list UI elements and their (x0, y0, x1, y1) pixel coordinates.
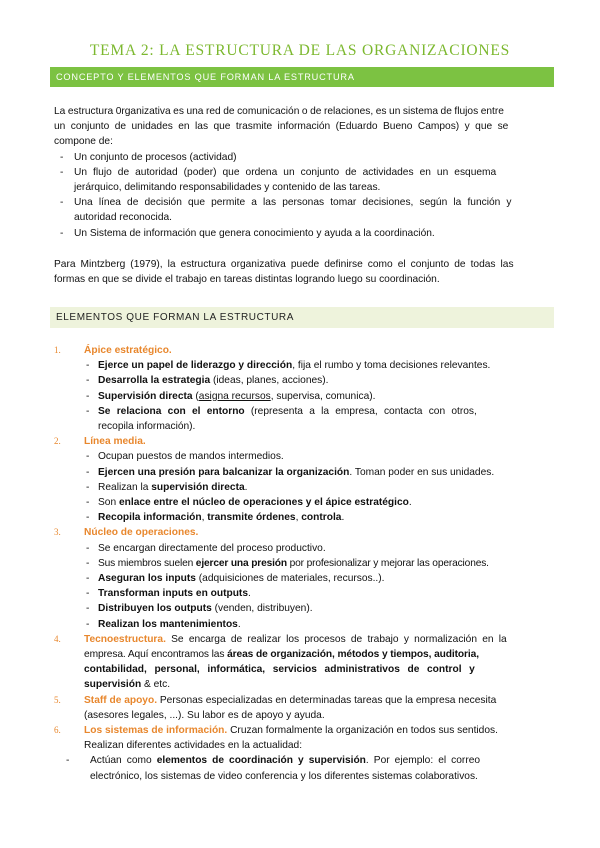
bold-text: enlace entre el núcleo de operaciones y el ápice estratégico (118, 497, 409, 509)
bold-text: Aseguran los inputs (98, 573, 196, 585)
text: . Por ejemplo: el correo (365, 755, 481, 767)
bold-text: Desarrolla la estrategia (98, 375, 211, 387)
text: por profesionalizar y mejorar las operaciones. (286, 557, 489, 569)
text: & etc. (141, 679, 171, 691)
bold-text: Distribuyen los outputs (98, 603, 212, 615)
element-title: Los sistemas de información. (84, 725, 228, 737)
mintzberg-paragraph (54, 257, 546, 287)
text: Se encarga de realizar los procesos de trabajo y normalización en la (165, 633, 507, 645)
intro-list-item (54, 165, 546, 195)
text: , (295, 512, 302, 524)
list-number: 1. (54, 345, 61, 355)
dash-bullet: - (60, 151, 64, 163)
text: Personas especializadas en determinadas tareas que la empresa necesita (157, 694, 497, 706)
sub-item (54, 556, 546, 571)
list-number: 6. (54, 725, 61, 736)
text: ( (192, 390, 199, 402)
text: Actúan como (90, 755, 157, 767)
dash-bullet: - (60, 166, 64, 178)
paragraph-line: formas en que se divide el trabajo en tareas distintas logrando luego su coordinación. (54, 274, 440, 286)
element-tecnoestructura (54, 632, 546, 693)
bold-text: controla (301, 512, 342, 524)
element-title: Tecnoestructura. (84, 633, 166, 645)
element-title: Núcleo de operaciones. (84, 527, 199, 539)
underlined-text: asigna recursos (198, 390, 271, 402)
text: Cruzan formalmente la organización en todos sus sentidos. (227, 725, 498, 737)
section-banner-elementos: ELEMENTOS QUE FORMAN LA ESTRUCTURA (50, 307, 554, 328)
dash-bullet: - (86, 588, 90, 600)
text: Ocupan puestos de mandos intermedios. (98, 451, 284, 463)
list-item-text: autoridad reconocida. (74, 212, 172, 224)
sub-item (54, 510, 546, 525)
sub-item (54, 586, 546, 601)
text: . (408, 497, 412, 509)
sub-item (54, 571, 546, 586)
element-nucleo-operaciones (54, 525, 546, 540)
element-title: Línea media. (84, 436, 146, 448)
list-number: 4. (54, 633, 61, 644)
intro-line: La estructura 0rganizativa es una red de comunicación o de relaciones, es un sistema de flujos entre (54, 106, 504, 117)
element-sistemas-informacion (54, 723, 546, 753)
list-number: 5. (54, 694, 61, 705)
intro-block (54, 104, 546, 241)
dash-bullet: - (86, 360, 90, 372)
bold-text: ejercer una presión (195, 557, 287, 569)
bold-text: Se relaciona con el entorno (98, 405, 245, 417)
sub-item (54, 601, 546, 616)
bold-text: contabilidad, personal, informática, servicios administrativos de control y (84, 664, 475, 676)
bold-text: Ejercen una presión para balcanizar la organización (98, 466, 350, 478)
intro-line: compone de: (54, 136, 113, 148)
dash-bullet: - (66, 755, 70, 767)
section-banner-concepto: CONCEPTO Y ELEMENTOS QUE FORMAN LA ESTRUCTURA (50, 67, 554, 87)
sub-item (54, 495, 546, 510)
page-title: TEMA 2: LA ESTRUCTURA DE LAS ORGANIZACIONES (89, 42, 511, 59)
dash-bullet: - (86, 512, 90, 524)
element-apice-estrategico (54, 343, 546, 358)
intro-line: un conjunto de unidades en las que trasmite información (Eduardo Bueno Campos) y que se (54, 121, 509, 133)
element-title: Staff de apoyo. (84, 694, 158, 706)
sub-item (54, 404, 546, 434)
list-item-text: Una línea de decisión que permite a las personas tomar decisiones, según la función y (74, 197, 512, 209)
text: , fija el rumbo y toma decisiones relevantes. (292, 360, 491, 372)
text: (ideas, planes, acciones). (210, 375, 329, 387)
text: (representa a la empresa, contacta con otros, (244, 405, 477, 417)
text: . Toman poder en sus unidades. (349, 466, 495, 478)
text: , (201, 512, 208, 524)
list-item-text: jerárquico, delimitando responsabilidades y contenido de las tareas. (74, 182, 381, 194)
dash-bullet: - (86, 573, 90, 585)
element-staff-apoyo (54, 693, 546, 723)
bold-text: Supervisión directa (98, 390, 193, 402)
text: recopila información). (98, 421, 196, 433)
intro-list-item (54, 226, 546, 241)
text: empresa. Aquí encontramos las (84, 649, 228, 661)
dash-bullet: - (86, 451, 90, 463)
list-number: 2. (54, 436, 61, 447)
list-number: 3. (54, 527, 61, 538)
text: (venden, distribuyen). (211, 603, 313, 615)
text: . (244, 481, 248, 493)
dash-bullet: - (86, 390, 90, 402)
sub-item (54, 449, 546, 464)
text: . (237, 618, 241, 630)
sub-item (54, 480, 546, 495)
element-title: Ápice estratégico. (84, 345, 172, 356)
paragraph-line: Para Mintzberg (1979), la estructura organizativa puede definirse como el conjunto de todas las (54, 259, 514, 270)
dash-bullet: - (86, 603, 90, 615)
text: . (341, 512, 345, 524)
text: electrónico, los sistemas de video conferencia y los diferentes sistemas colaborativos. (90, 770, 478, 782)
bold-text: transmite órdenes (207, 512, 296, 524)
sub-item (54, 373, 546, 388)
dash-bullet: - (86, 557, 90, 569)
sub-item (54, 465, 546, 480)
text: . (248, 588, 251, 600)
dash-bullet: - (86, 618, 90, 630)
text: Sus miembros suelen (98, 557, 196, 569)
text: (asesores legales, ...). Su labor es de apoyo y ayuda. (84, 709, 325, 721)
text: Realizan la (98, 481, 152, 493)
list-item-text: Un Sistema de información que genera conocimiento y ayuda a la coordinación. (74, 227, 435, 239)
dash-bullet: - (86, 466, 90, 478)
bold-text: Recopila información (98, 512, 202, 524)
list-item-text: Un conjunto de procesos (actividad) (74, 151, 237, 163)
dash-bullet: - (86, 375, 90, 387)
dash-bullet: - (60, 197, 64, 209)
sub-item (54, 389, 546, 404)
intro-list-item (54, 150, 546, 165)
intro-list-item (54, 195, 546, 225)
bold-text: áreas de organización, métodos y tiempos, auditoria, (227, 649, 479, 661)
bold-text: elementos de coordinación y supervisión (156, 755, 366, 767)
text: Son (98, 497, 119, 509)
sub-item (54, 358, 546, 373)
dash-bullet: - (60, 227, 64, 239)
dash-bullet: - (86, 542, 90, 554)
sub-item (54, 753, 546, 783)
sub-item (54, 617, 546, 632)
element-linea-media (54, 434, 546, 449)
bold-text: Ejerce un papel de liderazgo y dirección (98, 360, 293, 372)
bold-text: Realizan los mantenimientos (98, 618, 238, 630)
text: (adquisiciones de materiales, recursos..). (195, 573, 385, 585)
text: , supervisa, comunica). (270, 390, 376, 402)
bold-text: supervisión (84, 679, 142, 691)
dash-bullet: - (86, 405, 90, 417)
list-item-text: Un flujo de autoridad (poder) que ordena un conjunto de actividades en un esquema (74, 166, 497, 178)
bold-text: supervisión directa (151, 481, 245, 493)
dash-bullet: - (86, 481, 90, 493)
text: Se encargan directamente del proceso productivo. (98, 542, 326, 554)
bold-text: Transforman inputs en outputs (98, 588, 248, 600)
dash-bullet: - (86, 497, 90, 509)
sub-item (54, 541, 546, 556)
elements-list (54, 343, 546, 784)
text: Realizan diferentes actividades en la actualidad: (84, 740, 303, 752)
